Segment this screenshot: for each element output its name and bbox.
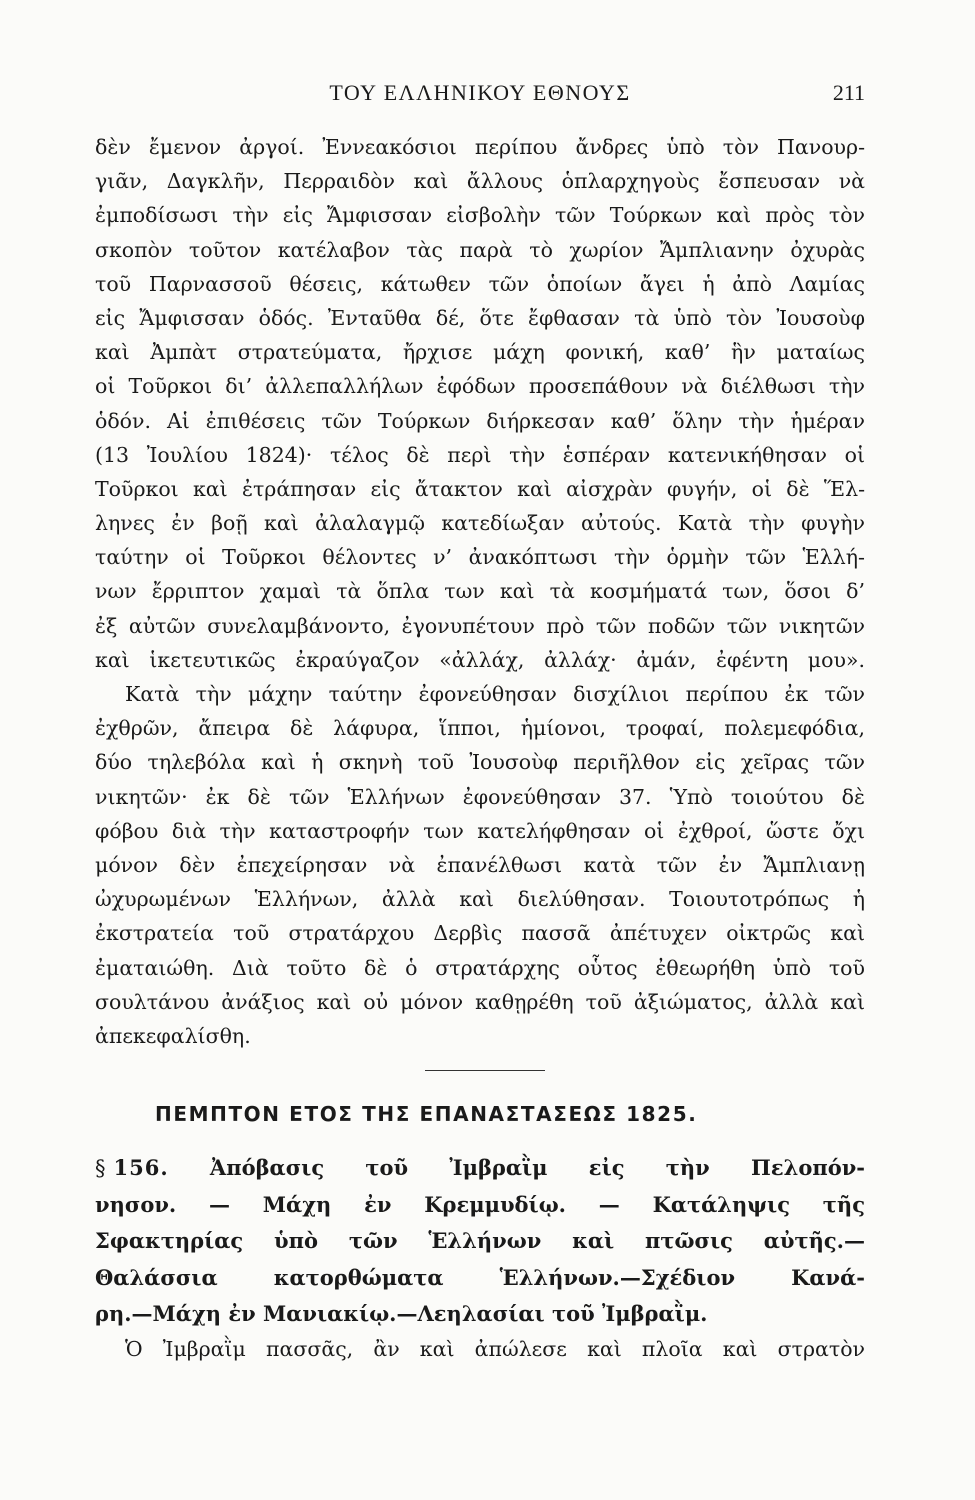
body-line: ἐξ αὐτῶν συνελαμβάνοντο, ἐγονυπέτουν πρὸ τῶν ποδῶν τῶν νικητῶν bbox=[95, 613, 865, 638]
body-line: νικητῶν· ἐκ δὲ τῶν Ἑλλήνων ἐφονεύθησαν 37. Ὑπὸ τοιούτου δὲ bbox=[95, 784, 865, 809]
section-sign: § bbox=[95, 1156, 106, 1180]
section-number: 156. bbox=[113, 1155, 169, 1180]
body-line: μόνον δὲν ἐπεχείρησαν νὰ ἐπανέλθωσι κατὰ τῶν ἐν Ἄμπλιανῃ bbox=[95, 852, 865, 877]
body-line: τοῦ Παρνασσοῦ θέσεις, κάτωθεν τῶν ὁποίων ἄγει ἡ ἀπὸ Λαμίας bbox=[95, 271, 865, 296]
body-line: καὶ Ἀμπὰτ στρατεύματα, ἤρχισε μάχη φονική, καθ’ ἣν ματαίως bbox=[95, 340, 865, 365]
body-line: Τοῦρκοι καὶ ἐτράπησαν εἰς ἄτακτον καὶ αἰσχρὰν φυγήν, οἱ δὲ Ἕλ- bbox=[95, 476, 865, 501]
body-line: δὲν ἔμενον ἀργοί. Ἐννεακόσιοι περίπου ἄνδρες ὑπὸ τὸν Πανουρ- bbox=[95, 135, 865, 159]
summary-line: ρη.—Μάχη ἐν Μανιακίῳ.—Λεηλασίαι τοῦ Ἰμβραῒμ. bbox=[95, 1301, 708, 1326]
body-line: δύο τηλεβόλα καὶ ἡ σκηνὴ τοῦ Ἰουσοὺφ περιῆλθον εἰς χεῖρας τῶν bbox=[95, 750, 865, 775]
body-line: (13 Ἰουλίου 1824)· τέλος δὲ περὶ τὴν ἑσπέραν κατενικήθησαν οἱ bbox=[95, 442, 865, 467]
section-divider bbox=[425, 1070, 545, 1071]
summary-line: νησον. — Μάχη ἐν Κρεμμυδίῳ. — Κατάληψις τῆς bbox=[95, 1191, 865, 1217]
body-text bbox=[95, 130, 865, 1053]
body-line: ταύτην οἱ Τοῦρκοι θέλοντες ν’ ἀνακόπτωσι τὴν ὁρμὴν τῶν Ἑλλή- bbox=[95, 545, 865, 570]
body-line: καὶ ἱκετευτικῶς ἐκραύγαζον «ἀλλάχ, ἀλλάχ· ἀμάν, ἐφέντη μου». bbox=[95, 647, 865, 672]
closing-text bbox=[95, 1332, 865, 1366]
summary-line: Θαλάσσια κατορθώματα Ἑλλήνων.—Σχέδιον Κανά- bbox=[95, 1264, 865, 1290]
body-line: φόβου διὰ τὴν καταστροφήν των κατελήφθησαν οἱ ἐχθροί, ὥστε ὄχι bbox=[95, 818, 865, 843]
body-line: σουλτάνου ἀνάξιος καὶ οὐ μόνον καθῃρέθη τοῦ ἀξιώματος, ἀλλὰ καὶ bbox=[95, 989, 865, 1014]
body-line: γιᾶν, Δαγκλῆν, Περραιδὸν καὶ ἄλλους ὁπλαρχηγοὺς ἔσπευσαν νὰ bbox=[95, 169, 865, 194]
body-line: ὠχυρωμένων Ἑλλήνων, ἀλλὰ καὶ διελύθησαν. Τοιουτοτρόπως ἡ bbox=[95, 887, 865, 912]
body-line: ληνες ἐν βοῇ καὶ ἀλαλαγμῷ κατεδίωξαν αὐτούς. Κατὰ τὴν φυγὴν bbox=[95, 511, 865, 536]
body-line: ἐματαιώθη. Διὰ τοῦτο δὲ ὁ στρατάρχης οὗτος ἐθεωρήθη ὑπὸ τοῦ bbox=[95, 955, 865, 980]
summary-line bbox=[95, 1150, 865, 1187]
section-summary bbox=[95, 1150, 865, 1333]
body-line: ἐμποδίσωσι τὴν εἰς Ἄμφισσαν εἰσβολὴν τῶν Τούρκων καὶ πρὸς τὸν bbox=[95, 203, 865, 228]
running-title: ΤΟΥ ΕΛΛΗΝΙΚΟΥ ΕΘΝΟΥΣ bbox=[329, 80, 631, 105]
body-line: εἰς Ἄμφισσαν ὁδός. Ἐνταῦθα δέ, ὅτε ἔφθασαν τὰ ὑπὸ τὸν Ἰουσοὺφ bbox=[95, 305, 865, 330]
page-header bbox=[95, 80, 865, 120]
body-line: ἐχθρῶν, ἄπειρα δὲ λάφυρα, ἵπποι, ἡμίονοι, τροφαί, πολεμεφόδια, bbox=[95, 716, 865, 741]
body-line: Ὁ Ἰμβραῒμ πασσᾶς, ἂν καὶ ἀπώλεσε καὶ πλοῖα καὶ στρατὸν bbox=[125, 1337, 865, 1361]
page-number: 211 bbox=[832, 80, 865, 105]
summary-line: Σφακτηρίας ὑπὸ τῶν Ἑλλήνων καὶ πτῶσις αὐτῆς.— bbox=[95, 1228, 865, 1253]
body-line: νων ἔρριπτον χαμαὶ τὰ ὅπλα των καὶ τὰ κοσμήματά των, ὅσοι δ’ bbox=[95, 579, 865, 604]
body-line: ἐκστρατεία τοῦ στρατάρχου Δερβὶς πασσᾶ ἀπέτυχεν οἰκτρῶς καὶ bbox=[95, 921, 865, 946]
summary-text: Ἀπόβασις τοῦ Ἰμβραῒμ εἰς τὴν Πελοπόν- bbox=[209, 1155, 865, 1180]
body-line: ἀπεκεφαλίσθη. bbox=[95, 1023, 251, 1048]
section-heading: ΠΕΜΠΤΟΝ ΕΤΟΣ ΤΗΣ ΕΠΑΝΑΣΤΑΣΕΩΣ 1825. bbox=[155, 1102, 698, 1126]
body-line: ὁδόν. Αἱ ἐπιθέσεις τῶν Τούρκων διήρκεσαν καθ’ ὅλην τὴν ἡμέραν bbox=[95, 408, 865, 433]
body-line: σκοπὸν τοῦτον κατέλαβον τὰς παρὰ τὸ χωρίον Ἄμπλιανην ὀχυρὰς bbox=[95, 237, 865, 262]
body-line: οἱ Τοῦρκοι δι’ ἀλλεπαλλήλων ἐφόδων προσεπάθουν νὰ διέλθωσι τὴν bbox=[95, 374, 865, 399]
body-line: Κατὰ τὴν μάχην ταύτην ἐφονεύθησαν δισχίλιοι περίπου ἐκ τῶν bbox=[125, 682, 865, 706]
